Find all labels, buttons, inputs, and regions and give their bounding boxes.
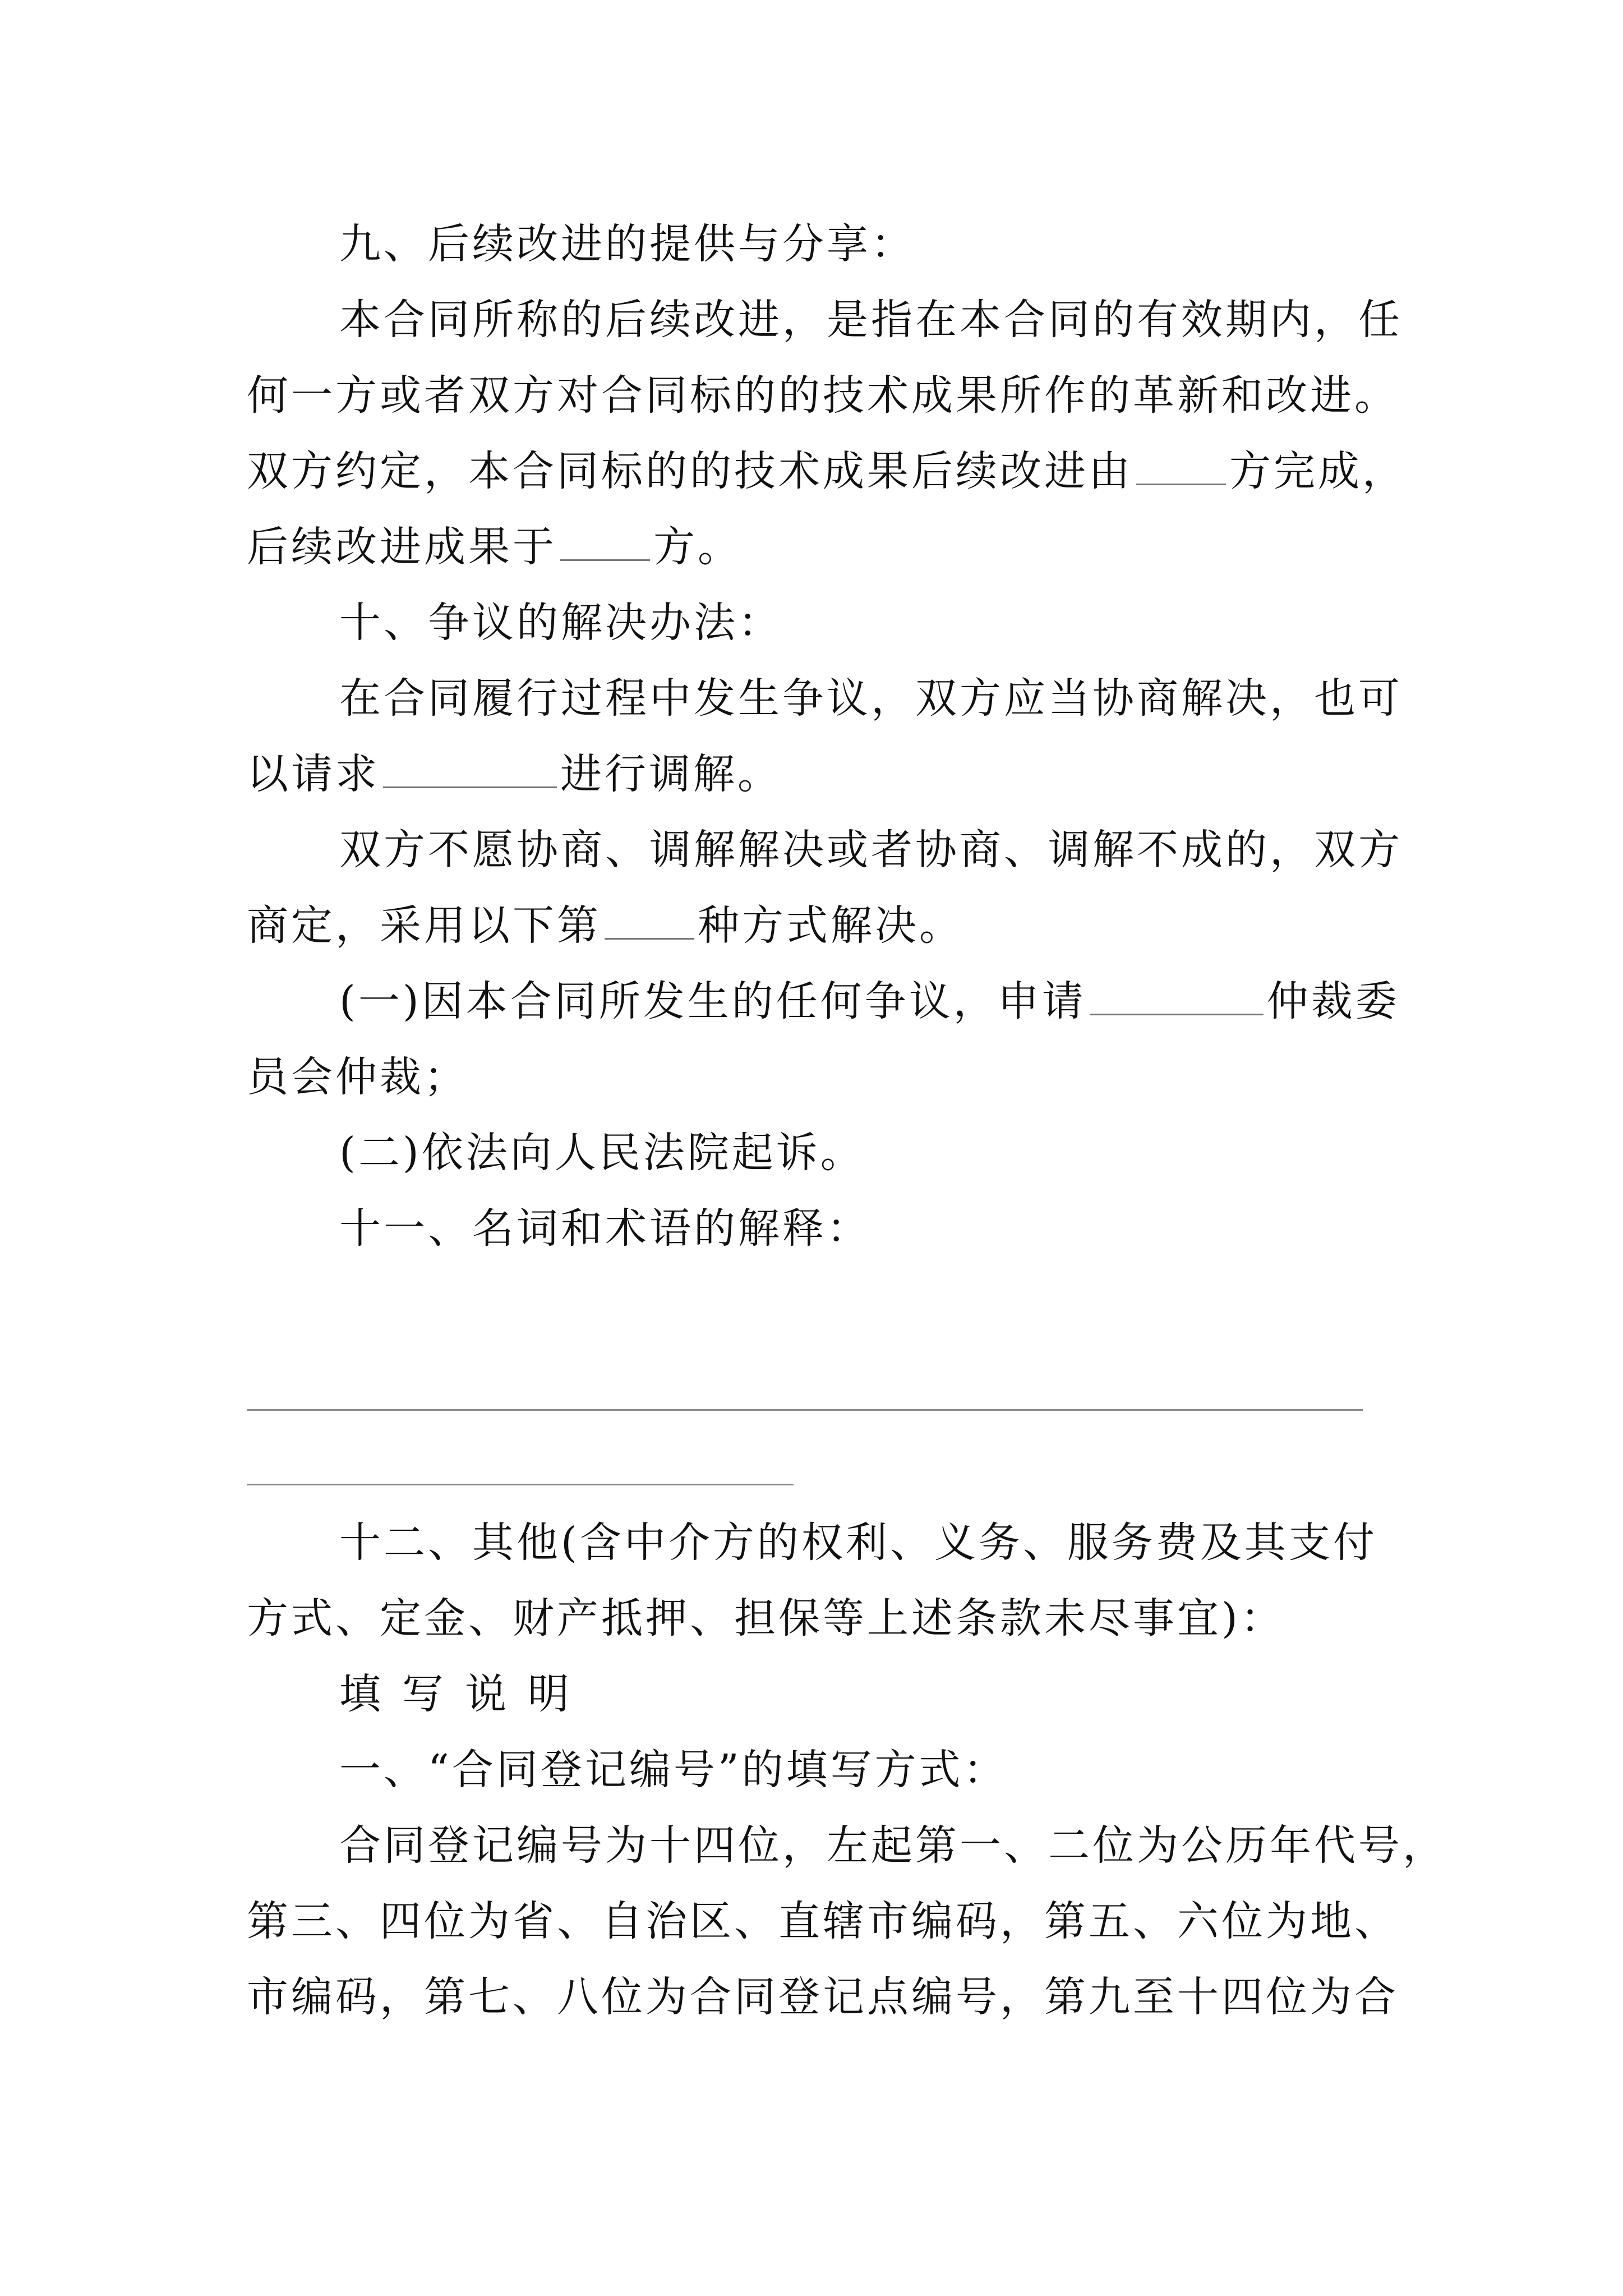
section-10-option-1-line-2: 员会仲裁； bbox=[247, 1053, 468, 1101]
instructions-item-1-line-1: 合同登记编号为十四位，左起第一、二位为公历年代号， bbox=[339, 1821, 1447, 1870]
definitions-fill-line-1[interactable] bbox=[247, 1409, 1363, 1411]
instructions-item-1-line-2: 第三、四位为省、自治区、直辖市编码，第五、六位为地、 bbox=[247, 1897, 1399, 1945]
section-10-option-2: (二)依法向人民法院起诉。 bbox=[339, 1129, 865, 1177]
section-9-text: 方。 bbox=[653, 523, 742, 571]
section-10-text: 种方式解决。 bbox=[698, 901, 963, 950]
section-10-paragraph-2-line-1: 双方不愿协商、调解解决或者协商、调解不成的，双方 bbox=[339, 826, 1403, 874]
definitions-fill-line-2[interactable] bbox=[247, 1484, 794, 1485]
section-10-paragraph-1-line-1: 在合同履行过程中发生争议，双方应当协商解决，也可 bbox=[339, 674, 1403, 723]
section-9-text: 双方约定，本合同标的的技术成果后续改进由 bbox=[247, 447, 1133, 495]
fill-blank[interactable] bbox=[1090, 979, 1264, 1015]
section-10-text: 进行调解。 bbox=[560, 750, 782, 798]
section-10-paragraph-1-line-2 bbox=[247, 749, 782, 799]
section-12-line-1: 十二、其他(含中介方的权利、义务、服务费及其支付 bbox=[339, 1519, 1377, 1567]
instructions-title: 填写说明 bbox=[339, 1670, 591, 1718]
section-10-text: 商定，采用以下第 bbox=[247, 901, 601, 950]
instructions-item-1-line-3: 市编码，第七、八位为合同登记点编号，第九至十四位为合 bbox=[247, 1973, 1399, 2021]
section-11-heading: 十一、名词和术语的解释： bbox=[339, 1204, 871, 1253]
instructions-item-1-heading: 一、“合同登记编号”的填写方式： bbox=[339, 1746, 1008, 1794]
fill-blank[interactable] bbox=[383, 752, 557, 788]
section-10-text: 仲裁委 bbox=[1266, 977, 1400, 1025]
section-9-text: 方完成， bbox=[1229, 447, 1407, 495]
section-10-text: 以请求 bbox=[247, 750, 380, 798]
section-9-text: 后续改进成果于 bbox=[247, 523, 557, 571]
section-9-paragraph-line-2: 何一方或者双方对合同标的的技术成果所作的革新和改进。 bbox=[247, 371, 1399, 420]
section-10-heading: 十、争议的解决办法： bbox=[339, 599, 782, 647]
section-10-paragraph-2-line-2 bbox=[247, 900, 963, 951]
section-12-line-2: 方式、定金、财产抵押、担保等上述条款未尽事宜)： bbox=[247, 1594, 1285, 1642]
section-10-text: (一)因本合同所发生的任何争议，申请 bbox=[339, 977, 1086, 1025]
fill-blank[interactable] bbox=[605, 903, 694, 940]
fill-blank[interactable] bbox=[1136, 449, 1226, 485]
section-9-heading: 九、后续改进的提供与分享： bbox=[339, 220, 915, 268]
section-9-paragraph-line-3 bbox=[247, 446, 1407, 496]
fill-blank[interactable] bbox=[560, 524, 650, 561]
section-9-paragraph-line-4 bbox=[247, 522, 742, 572]
section-9-paragraph-line-1: 本合同所称的后续改进，是指在本合同的有效期内，任 bbox=[339, 296, 1403, 344]
section-10-option-1-line-1 bbox=[339, 976, 1400, 1027]
